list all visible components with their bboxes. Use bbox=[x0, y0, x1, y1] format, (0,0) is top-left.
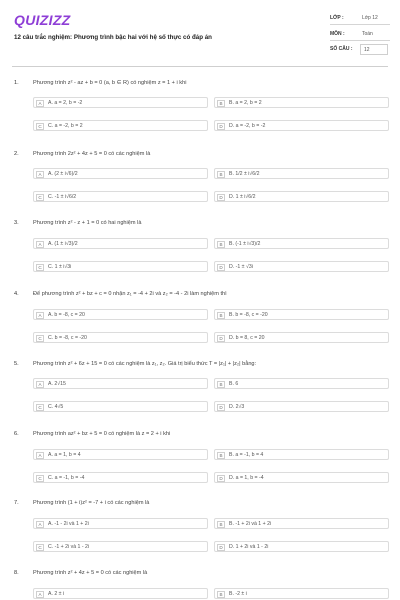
q6-option-a[interactable] bbox=[33, 449, 208, 460]
q6-option-b[interactable] bbox=[214, 449, 389, 460]
question-text: Phương trình 2z² + 4z + 5 = 0 có các nghiệm là bbox=[33, 151, 151, 157]
question-text: Để phương trình z² + bz + c = 0 nhận z₁ = -4 + 2i và z₂ = -4 - 2i làm nghiệm thì bbox=[33, 291, 227, 297]
question-number: 4. bbox=[14, 291, 19, 297]
q2-option-b[interactable] bbox=[214, 168, 389, 179]
q8-option-a[interactable] bbox=[33, 588, 208, 599]
option-text: B. (-1 ± i√3)/2 bbox=[229, 241, 261, 247]
question-number: 3. bbox=[14, 220, 19, 226]
option-text: D. 1 + 2i và 1 - 2i bbox=[229, 544, 269, 550]
q7-option-b[interactable] bbox=[214, 518, 389, 529]
option-text: D. a = -2, b = -2 bbox=[229, 123, 266, 129]
q8-option-b[interactable] bbox=[214, 588, 389, 599]
count-row bbox=[330, 44, 390, 56]
quizizz-logo: QUIZIZZ bbox=[14, 12, 71, 28]
q7-option-d[interactable] bbox=[214, 541, 389, 552]
q6-option-d[interactable] bbox=[214, 472, 389, 483]
option-text: D. 2√3 bbox=[229, 404, 245, 410]
option-text: A. a = 2, b = -2 bbox=[48, 100, 83, 106]
option-letter: B bbox=[217, 312, 225, 319]
option-letter: D bbox=[217, 404, 225, 411]
q3-option-d[interactable] bbox=[214, 261, 389, 272]
question-text: Phương trình (1 + i)z² = -7 + i có các nghiệm là bbox=[33, 500, 150, 506]
option-text: A. 2 ± i bbox=[48, 591, 65, 597]
option-text: B. -2 ± i bbox=[229, 591, 247, 597]
option-letter: B bbox=[217, 452, 225, 459]
option-letter: B bbox=[217, 591, 225, 598]
option-text: C. -1 + 2i và 1 - 2i bbox=[48, 544, 90, 550]
option-text: C. -1 ± i√6/2 bbox=[48, 194, 77, 200]
option-letter: C bbox=[36, 123, 44, 130]
option-letter: B bbox=[217, 171, 225, 178]
option-text: C. a = -1, b = -4 bbox=[48, 475, 85, 481]
class-label: LỚP : bbox=[330, 15, 344, 21]
worksheet-title: 12 câu trắc nghiệm: Phương trình bậc hai với hệ số thực có đáp án bbox=[14, 34, 212, 41]
question-number: 7. bbox=[14, 500, 19, 506]
q4-option-a[interactable] bbox=[33, 309, 208, 320]
option-letter: D bbox=[217, 123, 225, 130]
q4-option-d[interactable] bbox=[214, 332, 389, 343]
option-text: B. 1/2 ± i√6/2 bbox=[229, 171, 260, 177]
question-text: Phương trình z² - az + b = 0 (a, b ∈ R) có nghiệm z = 1 + i khi bbox=[33, 80, 187, 86]
option-text: B. 6 bbox=[229, 381, 239, 387]
question-text: Phương trình z² - z + 1 = 0 có hai nghiệm là bbox=[33, 220, 142, 226]
option-letter: B bbox=[217, 100, 225, 107]
option-letter: A bbox=[36, 171, 44, 178]
option-letter: D bbox=[217, 194, 225, 201]
q7-option-a[interactable] bbox=[33, 518, 208, 529]
q1-option-c[interactable] bbox=[33, 120, 208, 131]
option-text: A. (2 ± i√6)/2 bbox=[48, 171, 78, 177]
subject-underline bbox=[330, 40, 390, 41]
question-number: 2. bbox=[14, 151, 19, 157]
option-text: A. -1 - 2i và 1 + 2i bbox=[48, 521, 89, 527]
option-letter: C bbox=[36, 264, 44, 271]
option-letter: D bbox=[217, 544, 225, 551]
question-number: 8. bbox=[14, 570, 19, 576]
option-text: B. -1 + 2i và 1 + 2i bbox=[229, 521, 272, 527]
option-letter: A bbox=[36, 241, 44, 248]
question-text: Phương trình az² + bz + 5 = 0 có nghiệm là z = 2 + i khi bbox=[33, 431, 171, 437]
option-text: C. b = -8, c = -20 bbox=[48, 335, 87, 341]
q5-option-a[interactable] bbox=[33, 378, 208, 389]
option-text: D. -1 ± √3i bbox=[229, 264, 253, 270]
question-text: Phương trình z² + 6z + 15 = 0 có các nghiệm là z₁, z₂. Giá trị biểu thức T = |z₁| + |z₂| bằng: bbox=[33, 361, 257, 367]
question-number: 5. bbox=[14, 361, 19, 367]
option-text: C. 1 ± i√3i bbox=[48, 264, 72, 270]
option-letter: A bbox=[36, 521, 44, 528]
option-text: B. a = 2, b = 2 bbox=[229, 100, 262, 106]
count-label: SỐ CÂU : bbox=[330, 46, 353, 52]
option-letter: D bbox=[217, 475, 225, 482]
option-letter: D bbox=[217, 264, 225, 271]
class-row bbox=[330, 13, 390, 25]
class-underline bbox=[330, 24, 390, 25]
question-text: Phương trình z² + 4z + 5 = 0 có các nghiệm là bbox=[33, 570, 148, 576]
option-text: B. a = -1, b = 4 bbox=[229, 452, 264, 458]
option-text: A. (1 ± i√3)/2 bbox=[48, 241, 78, 247]
q4-option-c[interactable] bbox=[33, 332, 208, 343]
worksheet-header bbox=[0, 0, 400, 66]
option-text: D. b = 8, c = 20 bbox=[229, 335, 265, 341]
option-letter: A bbox=[36, 312, 44, 319]
q1-option-b[interactable] bbox=[214, 97, 389, 108]
option-text: A. a = 1, b = 4 bbox=[48, 452, 81, 458]
option-text: A. b = -8, c = 20 bbox=[48, 312, 85, 318]
option-text: D. 1 ± i√6/2 bbox=[229, 194, 256, 200]
q2-option-a[interactable] bbox=[33, 168, 208, 179]
option-letter: A bbox=[36, 100, 44, 107]
q2-option-d[interactable] bbox=[214, 191, 389, 202]
option-letter: C bbox=[36, 194, 44, 201]
class-value: Lớp 12 bbox=[362, 15, 378, 21]
option-text: B. b = -8, c = -20 bbox=[229, 312, 268, 318]
subject-row bbox=[330, 29, 390, 41]
q6-option-c[interactable] bbox=[33, 472, 208, 483]
option-letter: C bbox=[36, 404, 44, 411]
subject-value: Toán bbox=[362, 31, 373, 37]
option-letter: B bbox=[217, 241, 225, 248]
q4-option-b[interactable] bbox=[214, 309, 389, 320]
option-text: D. a = 1, b = -4 bbox=[229, 475, 264, 481]
q5-option-c[interactable] bbox=[33, 401, 208, 412]
option-letter: C bbox=[36, 335, 44, 342]
option-text: A. 2√15 bbox=[48, 381, 66, 387]
count-value: 12 bbox=[360, 44, 388, 55]
q3-option-b[interactable] bbox=[214, 238, 389, 249]
q1-option-a[interactable] bbox=[33, 97, 208, 108]
q5-option-b[interactable] bbox=[214, 378, 389, 389]
option-letter: B bbox=[217, 381, 225, 388]
q7-option-c[interactable] bbox=[33, 541, 208, 552]
option-letter: B bbox=[217, 521, 225, 528]
option-letter: C bbox=[36, 475, 44, 482]
q3-option-a[interactable] bbox=[33, 238, 208, 249]
question-number: 1. bbox=[14, 80, 19, 86]
option-letter: A bbox=[36, 452, 44, 459]
option-text: C. 4√5 bbox=[48, 404, 64, 410]
q2-option-c[interactable] bbox=[33, 191, 208, 202]
option-letter: A bbox=[36, 381, 44, 388]
question-number: 6. bbox=[14, 431, 19, 437]
q1-option-d[interactable] bbox=[214, 120, 389, 131]
q5-option-d[interactable] bbox=[214, 401, 389, 412]
option-letter: A bbox=[36, 591, 44, 598]
subject-label: MÔN : bbox=[330, 31, 345, 37]
q3-option-c[interactable] bbox=[33, 261, 208, 272]
option-letter: C bbox=[36, 544, 44, 551]
option-text: C. a = -2, b = 2 bbox=[48, 123, 83, 129]
option-letter: D bbox=[217, 335, 225, 342]
header-divider bbox=[12, 66, 388, 67]
